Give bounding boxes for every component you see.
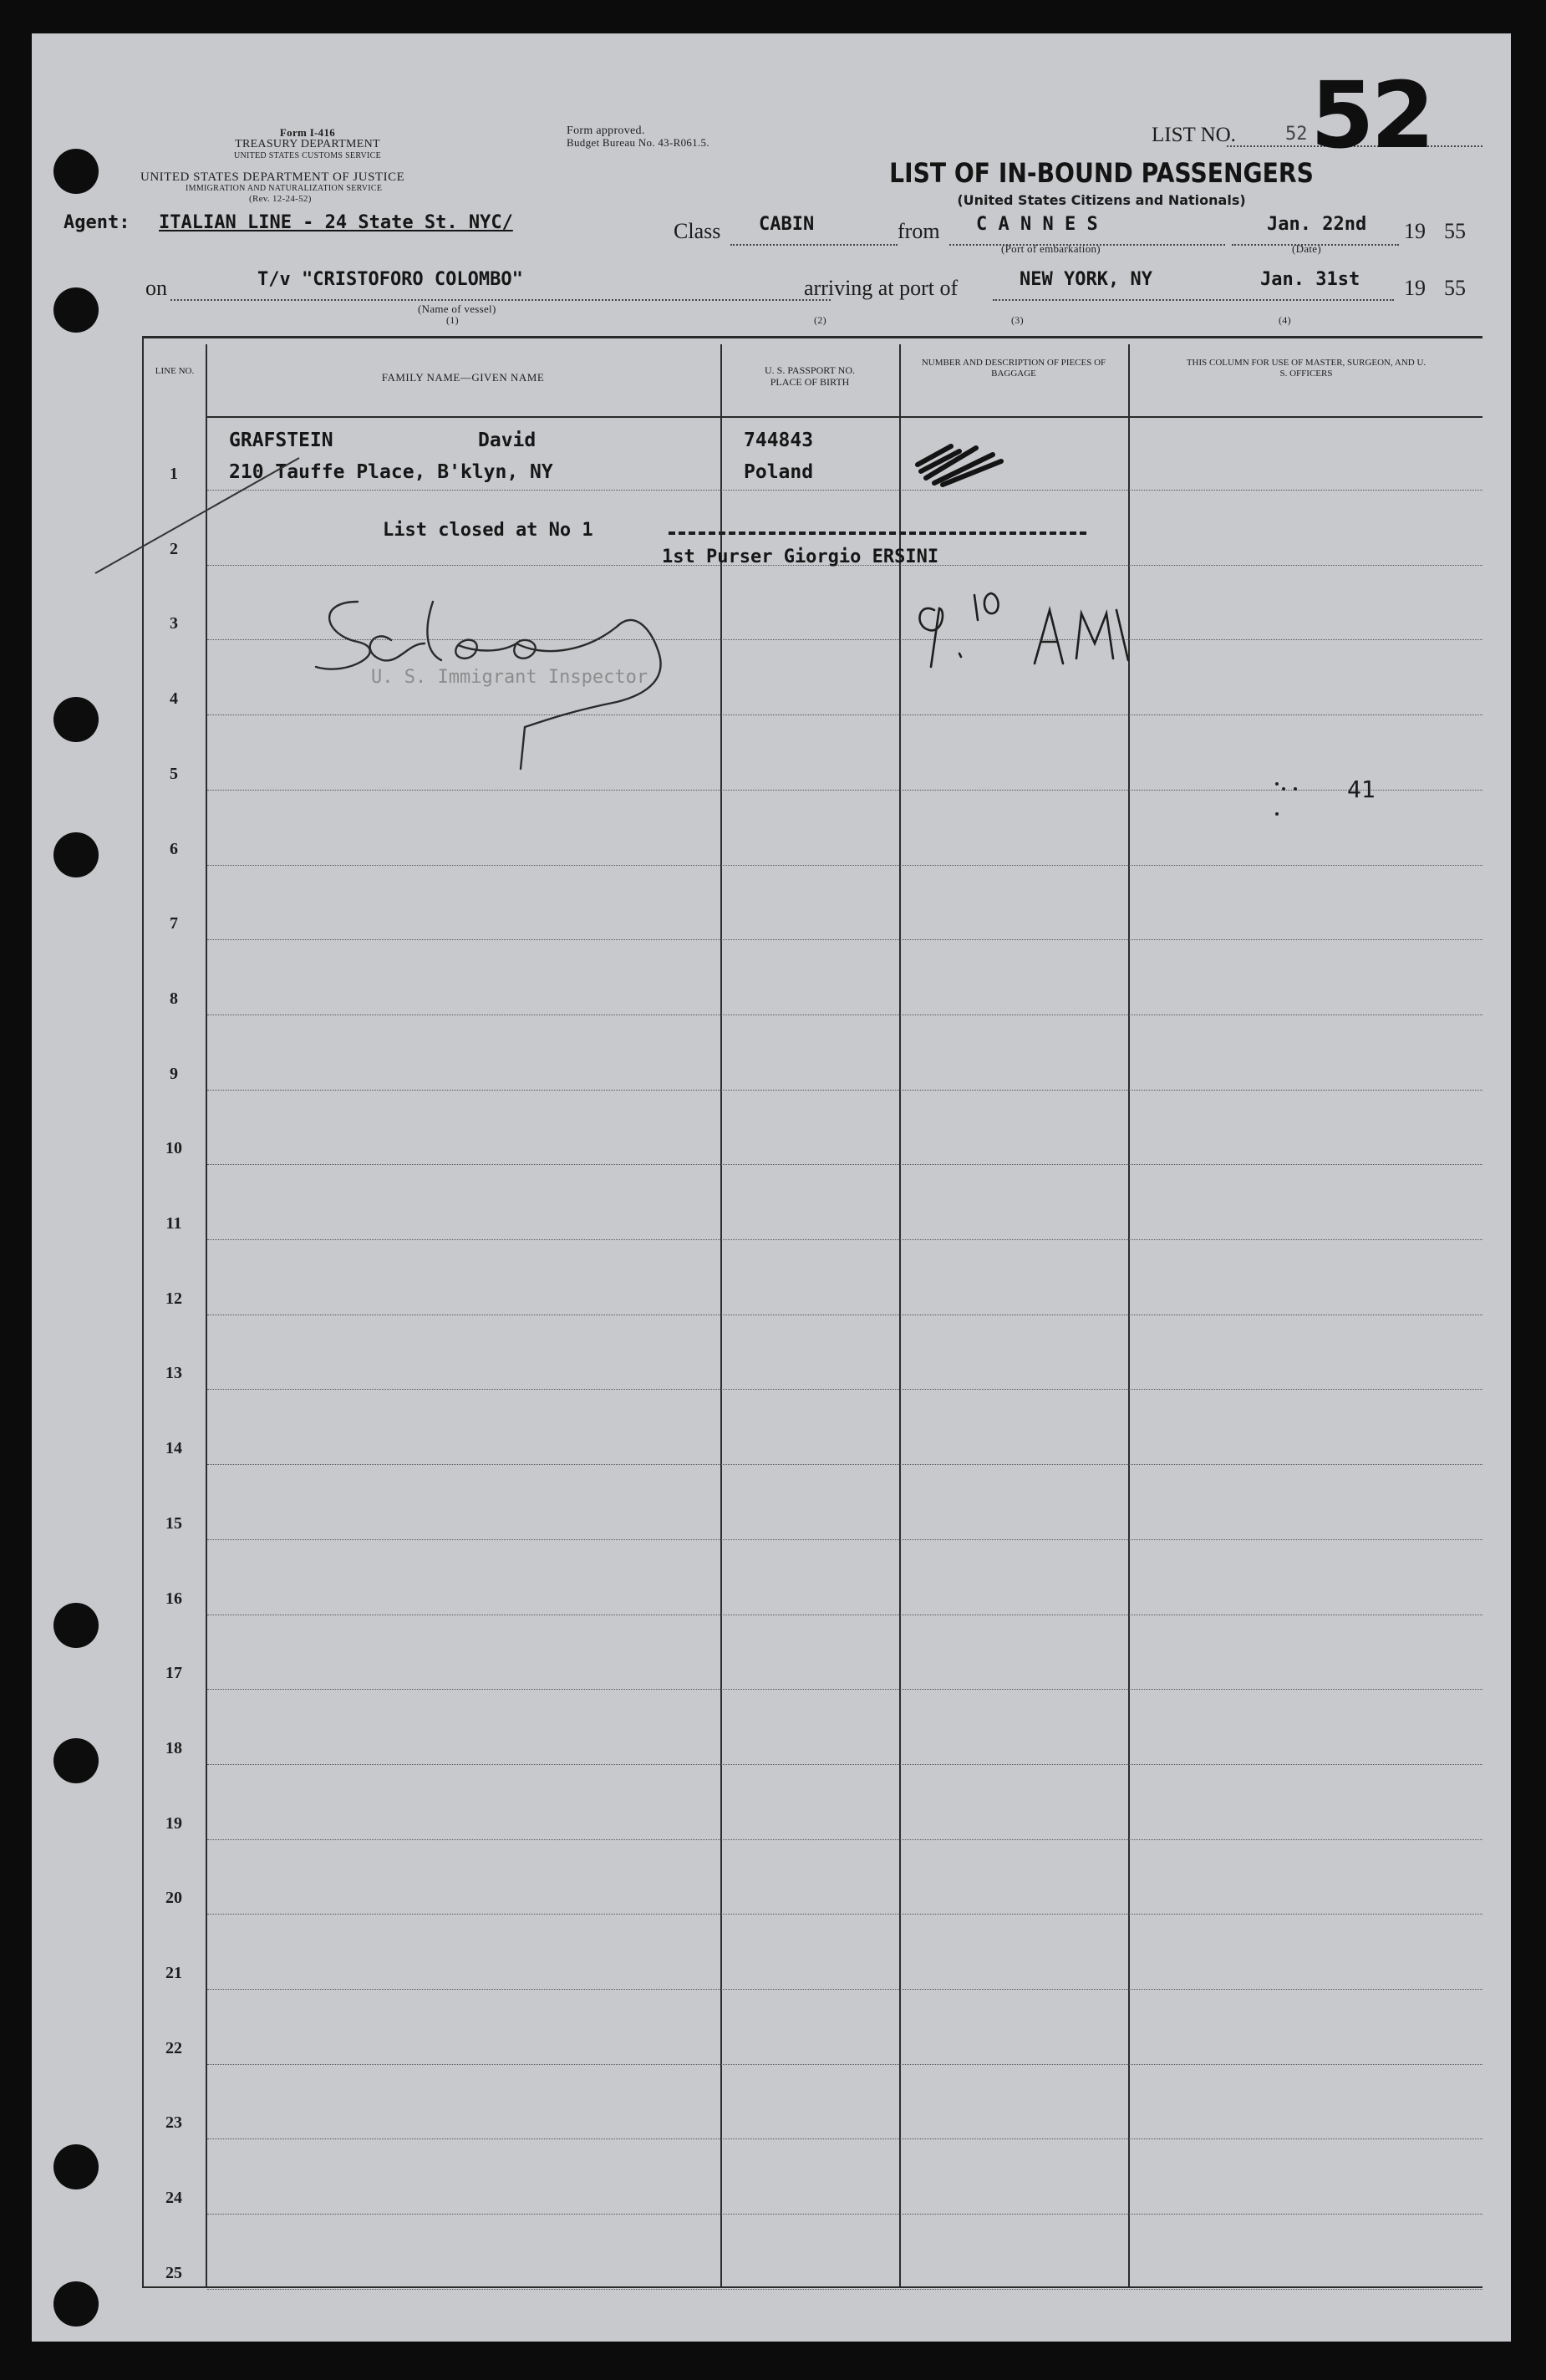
agent-value: ITALIAN LINE - 24 State St. NYC/ (159, 212, 513, 233)
row-rule (207, 490, 1482, 491)
row-rule (207, 1839, 1482, 1840)
list-closed-rule (669, 531, 1086, 535)
on-label: on (145, 276, 167, 300)
depart-date: Jan. 22nd (1267, 214, 1367, 235)
line-number: 14 (165, 1439, 182, 1457)
line-number: 10 (165, 1139, 182, 1157)
inspector-stamp: U. S. Immigrant Inspector (371, 667, 648, 688)
row-rule (207, 2064, 1482, 2065)
agent-label: Agent: (64, 212, 130, 233)
line-number: 20 (165, 1889, 182, 1907)
revision-date: (Rev. 12-24-52) (249, 194, 312, 204)
family-name: GRAFSTEIN (229, 430, 333, 451)
line-number: 6 (170, 840, 178, 858)
col-header-officers: THIS COLUMN FOR USE OF MASTER, SURGEON, AND U. S. OFFICERS (1186, 358, 1426, 379)
col-header-line: LINE NO. (155, 366, 195, 376)
line-number: 7 (170, 914, 178, 933)
line-number: 12 (165, 1289, 182, 1308)
row-rule (207, 1389, 1482, 1390)
list-closed-note: List closed at No 1 (383, 520, 593, 541)
ins-service: IMMIGRATION AND NATURALIZATION SERVICE (186, 184, 383, 193)
line-number: 21 (165, 1964, 182, 1982)
struck-baggage-mark (901, 431, 1035, 498)
date-caption: (Date) (1292, 242, 1321, 255)
given-name: David (478, 430, 537, 451)
cancel-diagonal (90, 451, 324, 585)
row-rule (207, 2214, 1482, 2215)
line-number: 13 (165, 1364, 182, 1382)
class-label: Class (674, 219, 721, 243)
line-number: 18 (165, 1739, 182, 1757)
line-number: 22 (165, 2039, 182, 2057)
line-number: 5 (170, 765, 178, 783)
list-no-stamp: 52 (1310, 62, 1432, 169)
arrival-date: Jan. 31st (1260, 269, 1360, 290)
row-rule (207, 865, 1482, 866)
arrival-year-prefix: 19 (1404, 276, 1426, 300)
depart-year-prefix: 19 (1404, 219, 1426, 243)
arrival-port: NEW YORK, NY (1020, 269, 1152, 290)
line-number: 25 (165, 2264, 182, 2282)
vessel-caption: (Name of vessel) (418, 303, 496, 315)
line-number: 9 (170, 1065, 178, 1083)
row-rule (207, 1090, 1482, 1091)
form-number: Form I-416 (279, 126, 336, 139)
page-title: LIST OF IN-BOUND PASSENGERS (889, 157, 1314, 189)
line-number: 2 (170, 540, 178, 558)
purser-name: 1st Purser Giorgio ERSINI (662, 547, 939, 567)
row-rule (207, 1989, 1482, 1990)
col-header-name: FAMILY NAME—GIVEN NAME (381, 371, 545, 384)
treasury-department: TREASURY DEPARTMENT (235, 138, 380, 150)
line-number: 4 (170, 689, 178, 708)
line-number: 15 (165, 1514, 182, 1533)
arrival-year: 55 (1444, 276, 1466, 300)
line-number: 8 (170, 989, 178, 1008)
address: 210 Tauffe Place, B'klyn, NY (229, 461, 553, 483)
col-header-baggage: NUMBER AND DESCRIPTION OF PIECES OF BAGGAGE (921, 358, 1106, 379)
port-caption: (Port of embarkation) (1001, 242, 1101, 255)
col-header-passport: U. S. PASSPORT NO. PLACE OF BIRTH (765, 364, 855, 388)
line-number: 3 (170, 614, 178, 633)
line-number: 1 (170, 465, 178, 483)
customs-service: UNITED STATES CUSTOMS SERVICE (233, 151, 382, 160)
manifest-page (32, 33, 1511, 2342)
arriving-label: arriving at port of (804, 276, 959, 300)
line-number: 24 (165, 2189, 182, 2207)
row-rule (207, 1464, 1482, 1465)
row-rule (207, 1764, 1482, 1765)
row-rule (207, 2289, 1482, 2290)
row-rule (207, 1539, 1482, 1540)
form-approved: Form approved. (567, 125, 645, 137)
table-body (32, 33, 1511, 2342)
col-marker-4: (4) (1279, 314, 1291, 326)
line-number: 19 (165, 1814, 182, 1833)
from-label: from (898, 219, 940, 243)
margin-dots (1272, 777, 1305, 832)
list-no-label: LIST NO. (1152, 124, 1236, 146)
justice-department: UNITED STATES DEPARTMENT OF JUSTICE (140, 170, 405, 184)
class-value: CABIN (759, 214, 815, 235)
handwritten-time (909, 577, 1177, 677)
passport-no: 744843 (744, 430, 814, 451)
row-rule (207, 1689, 1482, 1690)
list-no-typed: 52 (1285, 124, 1308, 145)
row-rule (207, 1239, 1482, 1240)
line-number: 16 (165, 1589, 182, 1608)
row-rule (207, 1164, 1482, 1165)
row-rule (207, 2138, 1482, 2139)
page-subtitle: (United States Citizens and Nationals) (957, 192, 1246, 208)
port-embarkation: C A N N E S (976, 214, 1098, 235)
budget-bureau: Budget Bureau No. 43-R061.5. (567, 136, 709, 149)
vessel-name: T/v "CRISTOFORO COLOMBO" (257, 269, 523, 290)
margin-number: 41 (1347, 776, 1376, 803)
line-number: 11 (165, 1214, 182, 1233)
line-number: 23 (165, 2113, 182, 2132)
depart-year: 55 (1444, 219, 1466, 243)
line-number: 17 (165, 1664, 182, 1682)
col-marker-3: (3) (1011, 314, 1024, 326)
col-marker-1: (1) (446, 314, 459, 326)
row-rule (207, 939, 1482, 940)
col-marker-2: (2) (814, 314, 826, 326)
birthplace: Poland (744, 461, 814, 483)
row-rule (207, 1914, 1482, 1915)
